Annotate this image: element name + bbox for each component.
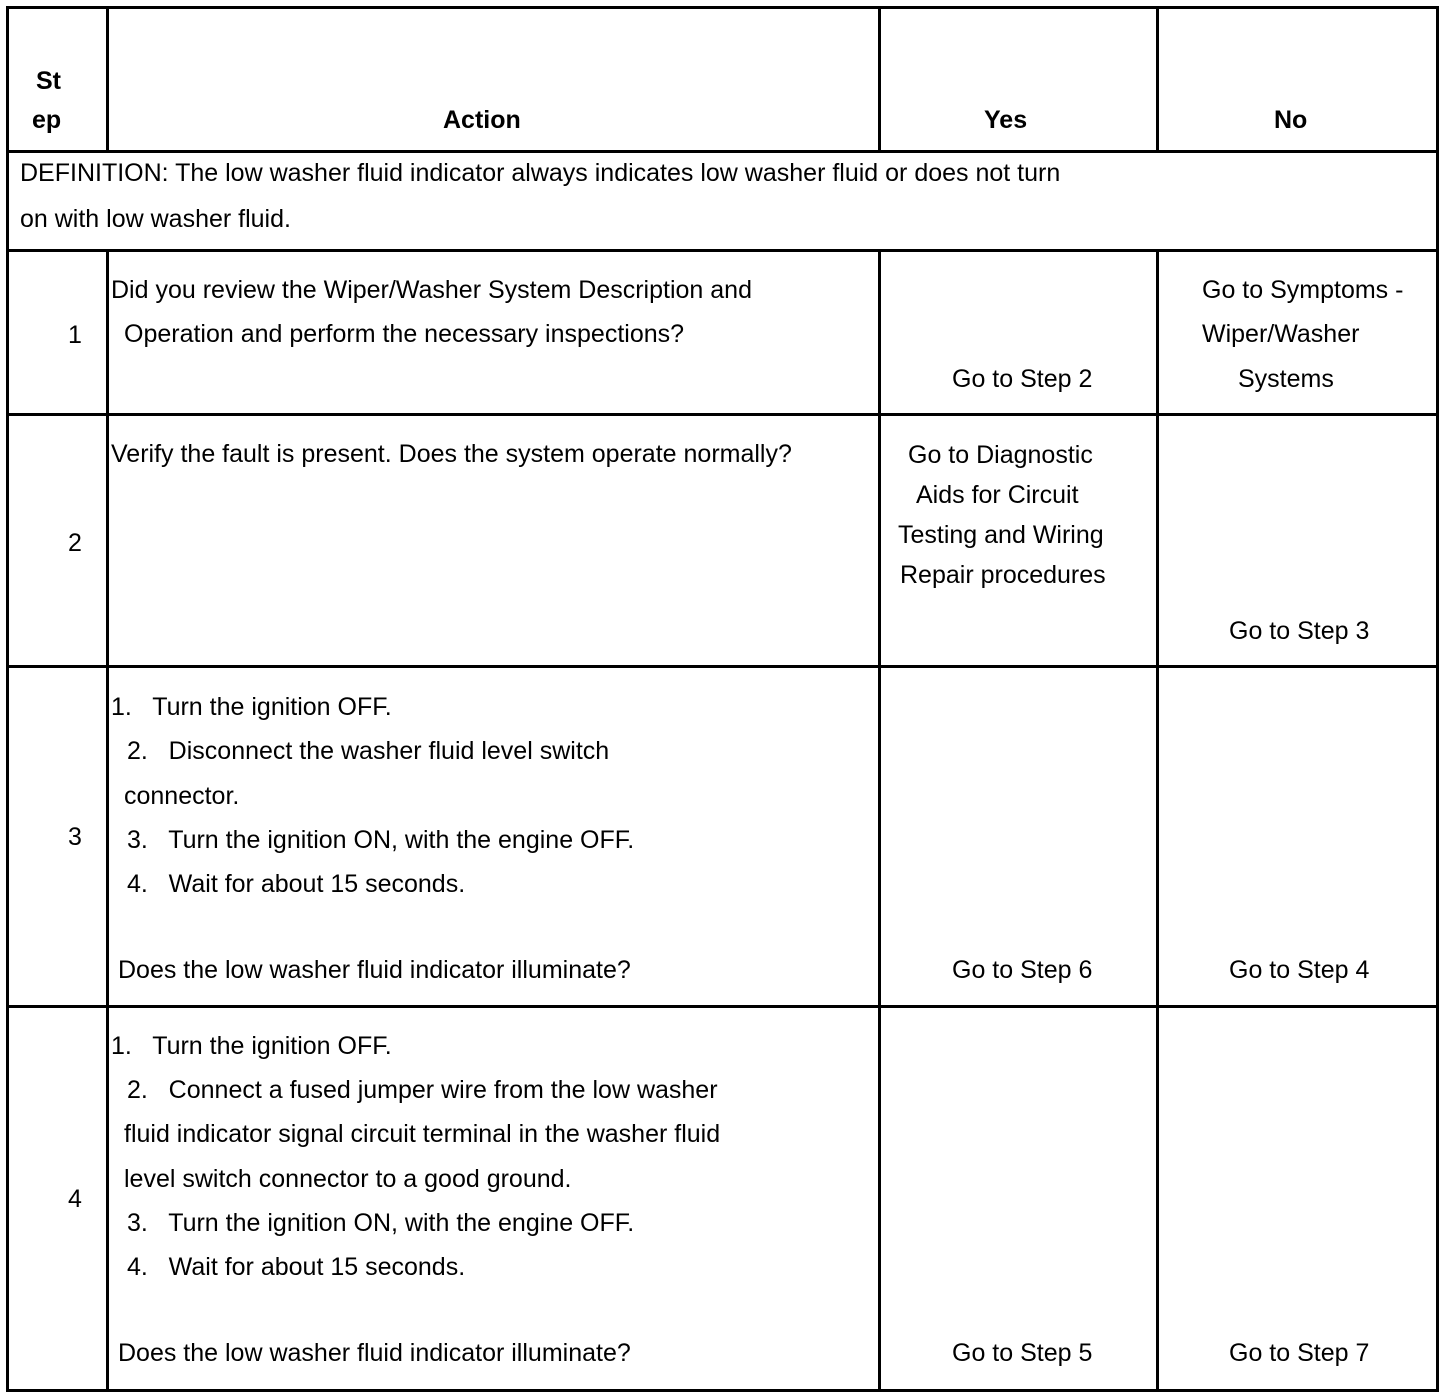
header-divider (6, 150, 1439, 153)
yes-result: Aids for Circuit (916, 481, 1079, 509)
yes-result: Repair procedures (900, 561, 1106, 589)
column-divider (1156, 249, 1159, 1392)
action-text: 1. Turn the ignition OFF. (111, 693, 392, 721)
table-border-right (1436, 6, 1439, 1392)
no-result: Go to Step 3 (1229, 617, 1370, 645)
column-divider (1156, 6, 1159, 153)
row-divider (6, 413, 1439, 416)
header-yes: Yes (984, 106, 1028, 134)
action-text: Operation and perform the necessary inspections? (124, 320, 685, 348)
yes-result: Go to Diagnostic (908, 441, 1093, 469)
action-text: Verify the fault is present. Does the system operate normally? (111, 440, 792, 468)
action-text: 2. Disconnect the washer fluid level switch (127, 737, 610, 765)
row-divider (6, 665, 1439, 668)
action-text: level switch connector to a good ground. (124, 1165, 572, 1193)
header-action: Action (443, 106, 521, 134)
row-divider (6, 1005, 1439, 1008)
column-divider (878, 249, 881, 1392)
definition-text: DEFINITION: The low washer fluid indicator always indicates low washer fluid or does not turn (20, 159, 1061, 187)
action-question: Does the low washer fluid indicator illuminate? (118, 1339, 631, 1367)
step-number: 3 (68, 823, 82, 851)
header-step: ep (32, 106, 62, 134)
definition-divider (6, 249, 1439, 252)
action-text: 1. Turn the ignition OFF. (111, 1032, 392, 1060)
no-result: Wiper/Washer (1202, 320, 1360, 348)
definition-text: on with low washer fluid. (20, 205, 291, 233)
table-border-bottom (6, 1389, 1439, 1392)
header-no: No (1274, 106, 1308, 134)
column-divider (106, 6, 109, 153)
yes-result: Go to Step 6 (952, 956, 1093, 984)
no-result: Go to Symptoms - (1202, 276, 1404, 304)
yes-result: Go to Step 5 (952, 1339, 1093, 1367)
no-result: Systems (1238, 365, 1334, 393)
action-text: Did you review the Wiper/Washer System Description and (111, 276, 752, 304)
table-border-top (6, 6, 1439, 9)
step-number: 2 (68, 529, 82, 557)
action-text: 2. Connect a fused jumper wire from the low washer (127, 1076, 718, 1104)
step-number: 4 (68, 1185, 82, 1213)
header-step: St (36, 67, 61, 95)
yes-result: Go to Step 2 (952, 365, 1093, 393)
no-result: Go to Step 4 (1229, 956, 1370, 984)
action-text: 4. Wait for about 15 seconds. (127, 1253, 466, 1281)
table-border-left (6, 6, 9, 1392)
yes-result: Testing and Wiring (898, 521, 1104, 549)
action-text: 3. Turn the ignition ON, with the engine OFF. (127, 826, 635, 854)
column-divider (106, 249, 109, 1392)
action-text: 3. Turn the ignition ON, with the engine OFF. (127, 1209, 635, 1237)
column-divider (878, 6, 881, 153)
action-text: fluid indicator signal circuit terminal in the washer fluid (124, 1120, 721, 1148)
action-text: 4. Wait for about 15 seconds. (127, 870, 466, 898)
step-number: 1 (68, 321, 82, 349)
action-question: Does the low washer fluid indicator illuminate? (118, 956, 631, 984)
action-text: connector. (124, 782, 240, 810)
no-result: Go to Step 7 (1229, 1339, 1370, 1367)
